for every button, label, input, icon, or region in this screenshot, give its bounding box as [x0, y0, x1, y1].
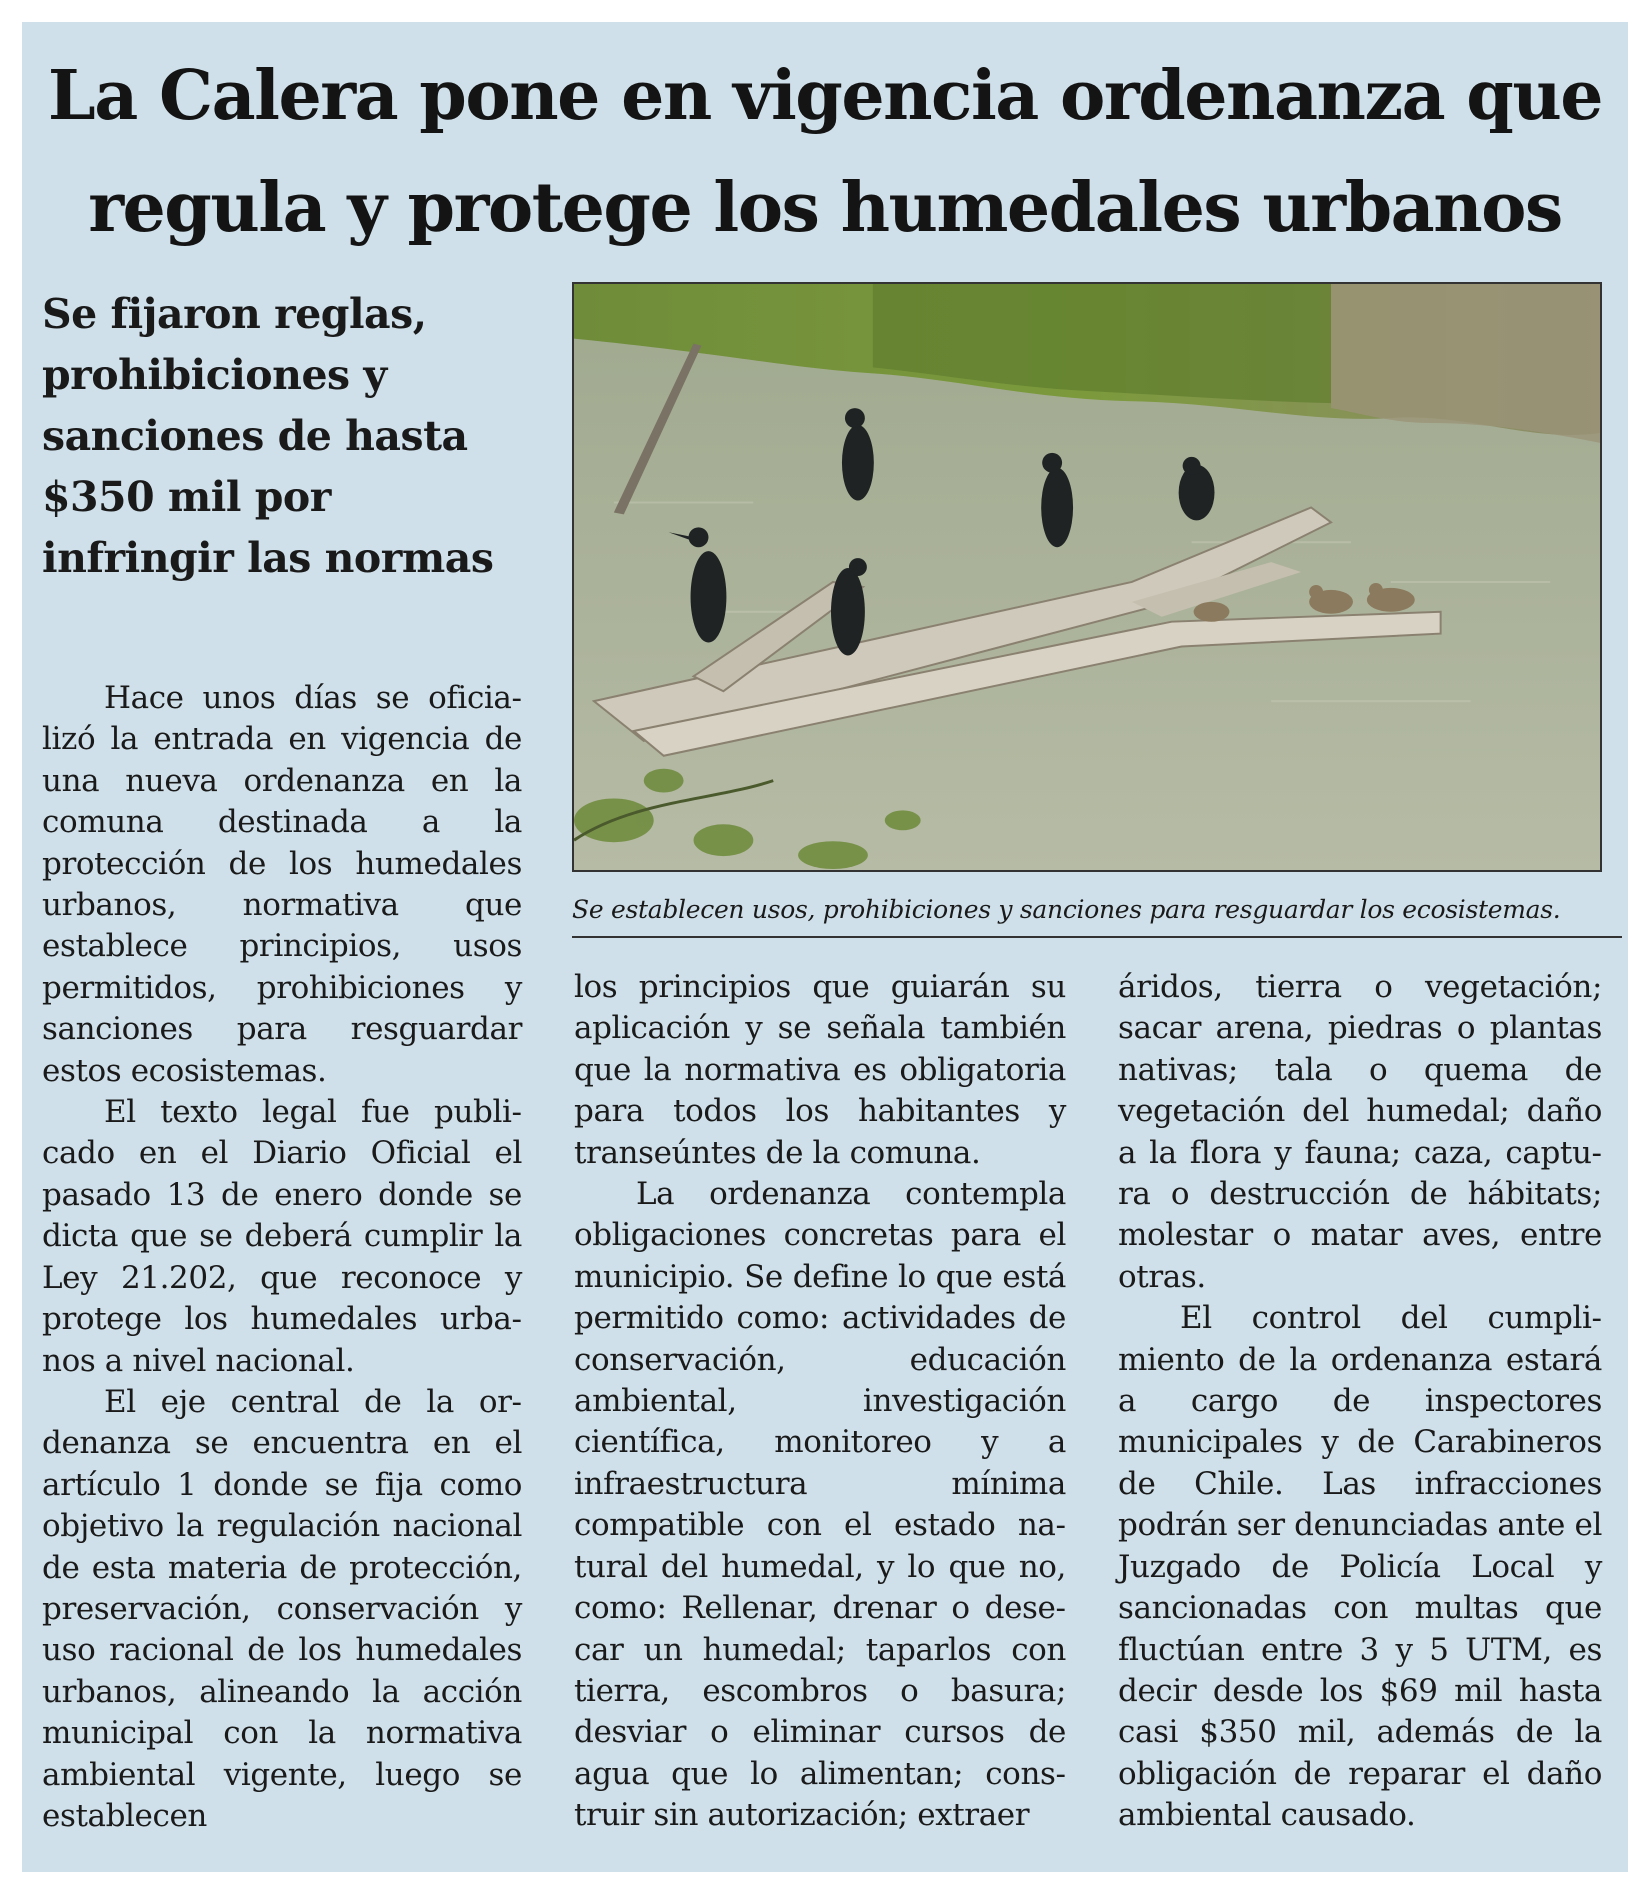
- paragraph: El texto legal fue publicado en el Diario Oficial el pasado 13 de enero donde se dicta que se deberá cumplir la Ley 21.202, que reconoce y protege los humedales urbanos a nivel nacional.: [42, 1094, 522, 1379]
- paragraph: Hace unos días se oficializó la entrada en vigencia de una nueva ordenanza en la comuna destinada a la protección de los humedales urbanos, normativa que establece principios, usos permitidos, prohibiciones y sanciones para resguardar estos ecosistemas.: [42, 680, 522, 1089]
- paragraph: los principios que guiarán su aplicación y se señala también que la normativa es obligatoria para todos los habitantes y transeúntes de la comuna.: [574, 969, 1066, 1171]
- subheadline: Se fijaron reglas, prohibiciones y sanciones de hasta $350 mil por infringir las normas: [42, 290, 494, 582]
- headline-line-2: regula y protege los humedales urbanos: [88, 168, 1562, 248]
- paragraph: El control del cumplimiento de la ordenanza estará a cargo de inspectores municipales y de Carabineros de Chile. Las infracciones podrán ser denunciadas ante el Juzgado de Policía Local y sancionadas con multas que fluctúan entre 3 y 5 UTM, es decir desde los $69 mil hasta casi $350 mil, además de la obligación de reparar el daño ambiental causado.: [1118, 1300, 1602, 1834]
- wetland-birds-image: [574, 284, 1600, 870]
- photo-caption: Se establecen usos, prohibiciones y sanciones para resguardar los ecosistemas.: [572, 895, 1561, 924]
- article-photo: [572, 282, 1602, 872]
- article-column-3: [1118, 967, 1602, 1837]
- article-column-2: [574, 967, 1066, 1837]
- headline: [22, 40, 1628, 264]
- article-column-1: [42, 678, 522, 1837]
- headline-line-1: La Calera pone en vigencia ordenanza que: [47, 56, 1603, 136]
- paragraph: El eje central de la ordenanza se encuentra en el artículo 1 donde se fija como objetivo la regulación nacional de esta materia de protección, preservación, conservación y uso racional de los humedales urbanos, alineando la acción municipal con la normativa ambiental vigente, luego se establecen: [42, 1383, 522, 1834]
- caption-divider: [572, 936, 1622, 938]
- paragraph: La ordenanza contempla obligaciones concretas para el municipio. Se define lo que está permitido como: actividades de conservación, educación ambiental, investigación científica, monitoreo y a infraestructura mínima compatible con el estado natural del humedal, y lo que no, como: Rellenar, drenar o desecar un humedal; taparlos con tierra, escombros o basura; desviar o eliminar cursos de agua que lo alimentan; construir sin autorización; extraer: [574, 1176, 1066, 1834]
- paragraph: áridos, tierra o vegetación; sacar arena, piedras o plantas nativas; tala o quema de vegetación del humedal; daño a la flora y fauna; caza, captura o destrucción de hábitats; molestar o matar aves, entre otras.: [1118, 969, 1602, 1295]
- newspaper-clipping: [22, 22, 1628, 1872]
